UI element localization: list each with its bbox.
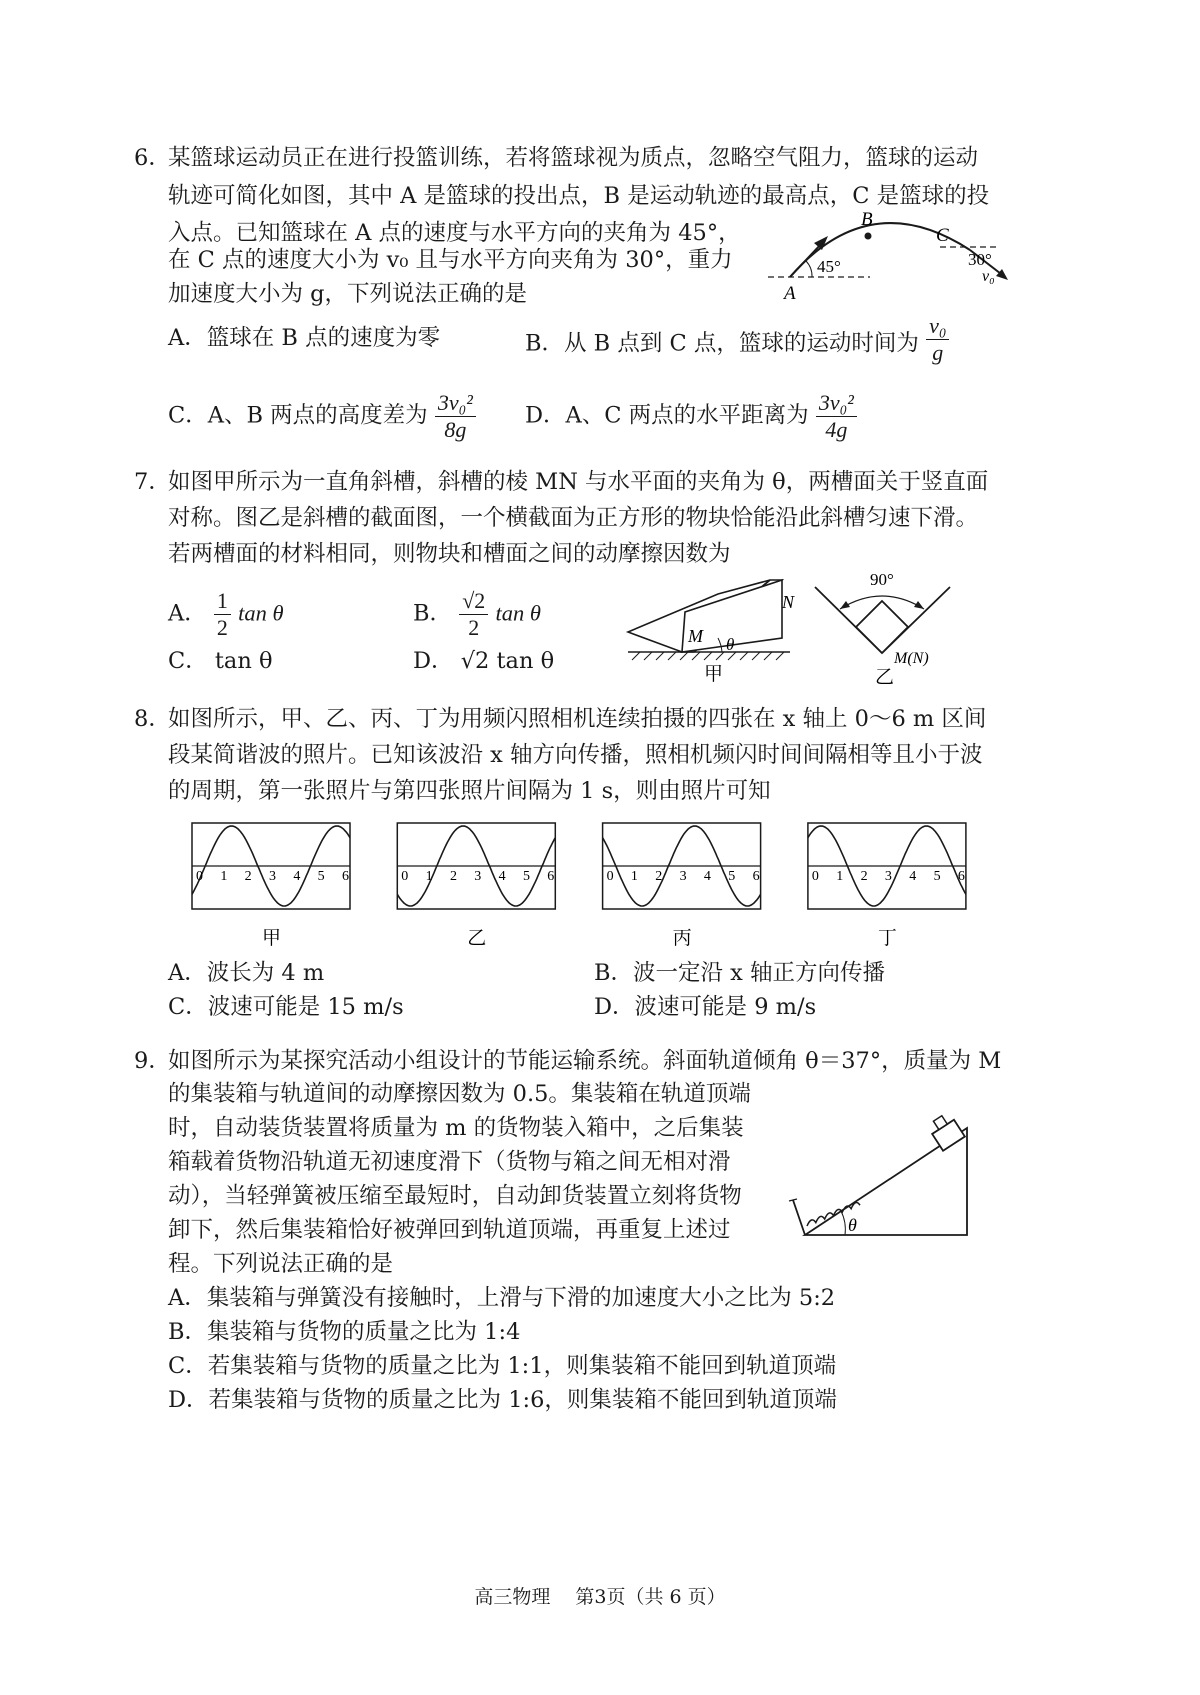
wave-panel-1 <box>397 823 555 949</box>
q7-angle-90: 90° <box>870 570 894 589</box>
q6-angle-30: 30° <box>968 250 992 269</box>
q7-option-a-den: 2 <box>216 615 228 640</box>
wave-tick-label: 5 <box>522 869 530 884</box>
q6-option-b-text: B．从 B 点到 C 点，篮球的运动时间为 <box>525 330 919 357</box>
q7-option-a-label: A． <box>168 600 207 627</box>
q8-text-line2: 段某简谐波的照片。已知该波沿 x 轴方向传播，照相机频闪时间间隔相等且小于波 <box>168 742 983 768</box>
q7-option-d[interactable]: D． √2 tan θ <box>413 648 555 674</box>
wave-tick-label: 0 <box>401 869 409 884</box>
wave-panel-caption: 乙 <box>467 928 487 949</box>
q9-text-line5: 动），当轻弹簧被压缩至最短时，自动卸货装置立刻将货物 <box>168 1183 742 1209</box>
q6-option-b[interactable] <box>525 313 949 366</box>
q7-label-MN: M(N) <box>894 650 929 667</box>
q8-option-a[interactable]: A．波长为 4 m <box>168 960 325 986</box>
wave-tick-label: 2 <box>655 869 663 884</box>
q6-option-b-num: v₀ <box>926 313 949 340</box>
q8-wave-panels <box>180 815 980 955</box>
q6-label-C: C <box>936 225 949 246</box>
q9-number: 9． <box>134 1048 171 1074</box>
q9-text-line7: 程。下列说法正确的是 <box>168 1251 394 1277</box>
wave-tick-label: 3 <box>474 869 482 884</box>
wave-tick-label: 6 <box>342 869 349 884</box>
q8-option-b[interactable]: B．波一定沿 x 轴正方向传播 <box>594 960 886 986</box>
q6-text-line3: 入点。已知篮球在 A 点的速度与水平方向的夹角为 45°， <box>168 220 741 246</box>
q6-option-c-den: 8g <box>444 417 467 442</box>
q7-figure-jia <box>620 570 810 695</box>
q9-incline-figure <box>785 1110 985 1250</box>
q8-option-d[interactable]: D．波速可能是 9 m/s <box>594 994 817 1020</box>
q6-number: 6． <box>134 145 171 171</box>
wave-tick-label: 0 <box>811 869 819 884</box>
q9-option-a[interactable]: A．集装箱与弹簧没有接触时，上滑与下滑的加速度大小之比为 5:2 <box>168 1285 836 1311</box>
wave-panel-caption: 丙 <box>672 928 692 949</box>
wave-tick-label: 6 <box>957 869 965 884</box>
wave-tick-label: 5 <box>933 869 941 884</box>
q6-option-c-num: 3v₀² <box>435 390 476 417</box>
q7-caption-yi: 乙 <box>875 667 895 688</box>
wave-tick-label: 4 <box>703 869 711 884</box>
wave-tick-label: 0 <box>196 869 203 884</box>
q8-number: 8． <box>134 706 171 732</box>
wave-tick-label: 1 <box>630 869 638 884</box>
q6-v0-label: v₀ <box>982 268 995 285</box>
q6-trajectory-figure <box>760 205 1020 305</box>
q7-option-b-label: B． <box>413 600 453 627</box>
q6-option-d-den: 4g <box>825 417 848 442</box>
q6-option-d-fraction <box>816 390 857 443</box>
q7-option-a[interactable] <box>168 588 284 641</box>
q9-label-theta: θ <box>848 1215 857 1235</box>
q7-figure-yi <box>810 565 960 695</box>
q9-text-line2: 的集装箱与轨道间的动摩擦因数为 0.5。集装箱在轨道顶端 <box>168 1081 751 1107</box>
wave-tick-label: 6 <box>752 869 760 884</box>
q7-text-line2: 对称。图乙是斜槽的截面图，一个横截面为正方形的物块恰能沿此斜槽匀速下滑。 <box>168 505 979 531</box>
q8-option-c[interactable]: C．波速可能是 15 m/s <box>168 994 404 1020</box>
q6-option-d-text: D．A、C 两点的水平距离为 <box>525 402 809 429</box>
q8-text-line1: 如图所示，甲、乙、丙、丁为用频闪照相机连续拍摄的四张在 x 轴上 0～6 m 区间 <box>168 706 987 732</box>
q6-option-d[interactable] <box>525 390 857 443</box>
page-footer: 高三物理 第3页（共 6 页） <box>474 1586 726 1608</box>
q7-option-a-fraction <box>214 588 231 641</box>
wave-tick-label: 3 <box>884 869 892 884</box>
q6-option-c-text: C．A、B 两点的高度差为 <box>168 402 428 429</box>
wave-panel-caption: 甲 <box>262 928 282 949</box>
q7-label-N: N <box>782 592 795 612</box>
q9-option-c[interactable]: C．若集装箱与货物的质量之比为 1:1，则集装箱不能回到轨道顶端 <box>168 1353 837 1379</box>
q7-option-b-tail: tan θ <box>495 600 541 626</box>
wave-tick-label: 2 <box>449 869 457 884</box>
q6-text-line1: 某篮球运动员正在进行投篮训练，若将篮球视为质点，忽略空气阻力，篮球的运动 <box>168 145 979 171</box>
q7-number: 7． <box>134 469 171 495</box>
q7-label-M: M <box>688 626 703 646</box>
wave-tick-label: 1 <box>425 869 433 884</box>
q6-option-a[interactable]: A．篮球在 B 点的速度为零 <box>168 325 441 351</box>
q9-text-line6: 卸下，然后集装箱恰好被弹回到轨道顶端，再重复上述过 <box>168 1217 731 1243</box>
q9-option-d[interactable]: D．若集装箱与货物的质量之比为 1:6，则集装箱不能回到轨道顶端 <box>168 1387 837 1413</box>
q9-text-line1: 如图所示为某探究活动小组设计的节能运输系统。斜面轨道倾角 θ＝37°，质量为 M <box>168 1048 1002 1074</box>
q7-label-theta: θ <box>726 635 735 654</box>
q7-text-line1: 如图甲所示为一直角斜槽，斜槽的棱 MN 与水平面的夹角为 θ，两槽面关于竖直面 <box>168 469 989 495</box>
wave-tick-label: 2 <box>244 869 252 884</box>
q6-option-b-den: g <box>932 340 944 365</box>
wave-panel-0 <box>192 823 350 949</box>
q8-text-line3: 的周期，第一张照片与第四张照片间隔为 1 s，则由照片可知 <box>168 778 771 804</box>
wave-tick-label: 1 <box>220 869 228 884</box>
q7-text-line3: 若两槽面的材料相同，则物块和槽面之间的动摩擦因数为 <box>168 541 731 567</box>
q6-option-d-num: 3v₀² <box>816 390 857 417</box>
wave-tick-label: 0 <box>606 869 614 884</box>
wave-tick-label: 2 <box>860 869 868 884</box>
wave-tick-label: 5 <box>728 869 736 884</box>
wave-tick-label: 4 <box>293 869 301 884</box>
wave-panel-3 <box>808 823 966 949</box>
q6-option-b-fraction <box>926 313 949 366</box>
q6-option-c-fraction <box>435 390 476 443</box>
wave-panel-2 <box>603 823 761 949</box>
q6-label-A: A <box>784 283 796 304</box>
q9-option-b[interactable]: B．集装箱与货物的质量之比为 1:4 <box>168 1319 521 1345</box>
q6-text-line2: 轨迹可简化如图，其中 A 是篮球的投出点，B 是运动轨迹的最高点，C 是篮球的投 <box>168 183 990 209</box>
q9-text-line4: 箱载着货物沿轨道无初速度滑下（货物与箱之间无相对滑 <box>168 1149 731 1175</box>
q6-text-line4: 在 C 点的速度大小为 v₀ 且与水平方向夹角为 30°，重力 <box>168 247 733 273</box>
q6-angle-45: 45° <box>817 257 841 276</box>
q7-option-a-tail: tan θ <box>238 600 284 626</box>
wave-tick-label: 4 <box>498 869 506 884</box>
wave-tick-label: 5 <box>317 869 325 884</box>
q9-text-line3: 时，自动装货装置将质量为 m 的货物装入箱中，之后集装 <box>168 1115 744 1141</box>
q7-option-b[interactable] <box>413 588 541 641</box>
wave-tick-label: 1 <box>836 869 844 884</box>
q7-option-b-num: √2 <box>459 588 488 615</box>
q7-option-a-num: 1 <box>214 588 231 615</box>
q7-option-b-fraction <box>459 588 488 641</box>
q6-label-B: B <box>861 209 873 230</box>
q7-caption-jia: 甲 <box>704 664 724 685</box>
wave-tick-label: 3 <box>679 869 687 884</box>
wave-tick-label: 3 <box>269 869 276 884</box>
q7-option-b-den: 2 <box>468 615 480 640</box>
wave-tick-label: 6 <box>547 869 555 884</box>
q6-option-c[interactable] <box>168 390 476 443</box>
q7-option-c[interactable]: C． tan θ <box>168 648 273 674</box>
q6-text-line5: 加速度大小为 g，下列说法正确的是 <box>168 281 528 307</box>
wave-panel-caption: 丁 <box>877 928 897 949</box>
wave-tick-label: 4 <box>909 869 917 884</box>
